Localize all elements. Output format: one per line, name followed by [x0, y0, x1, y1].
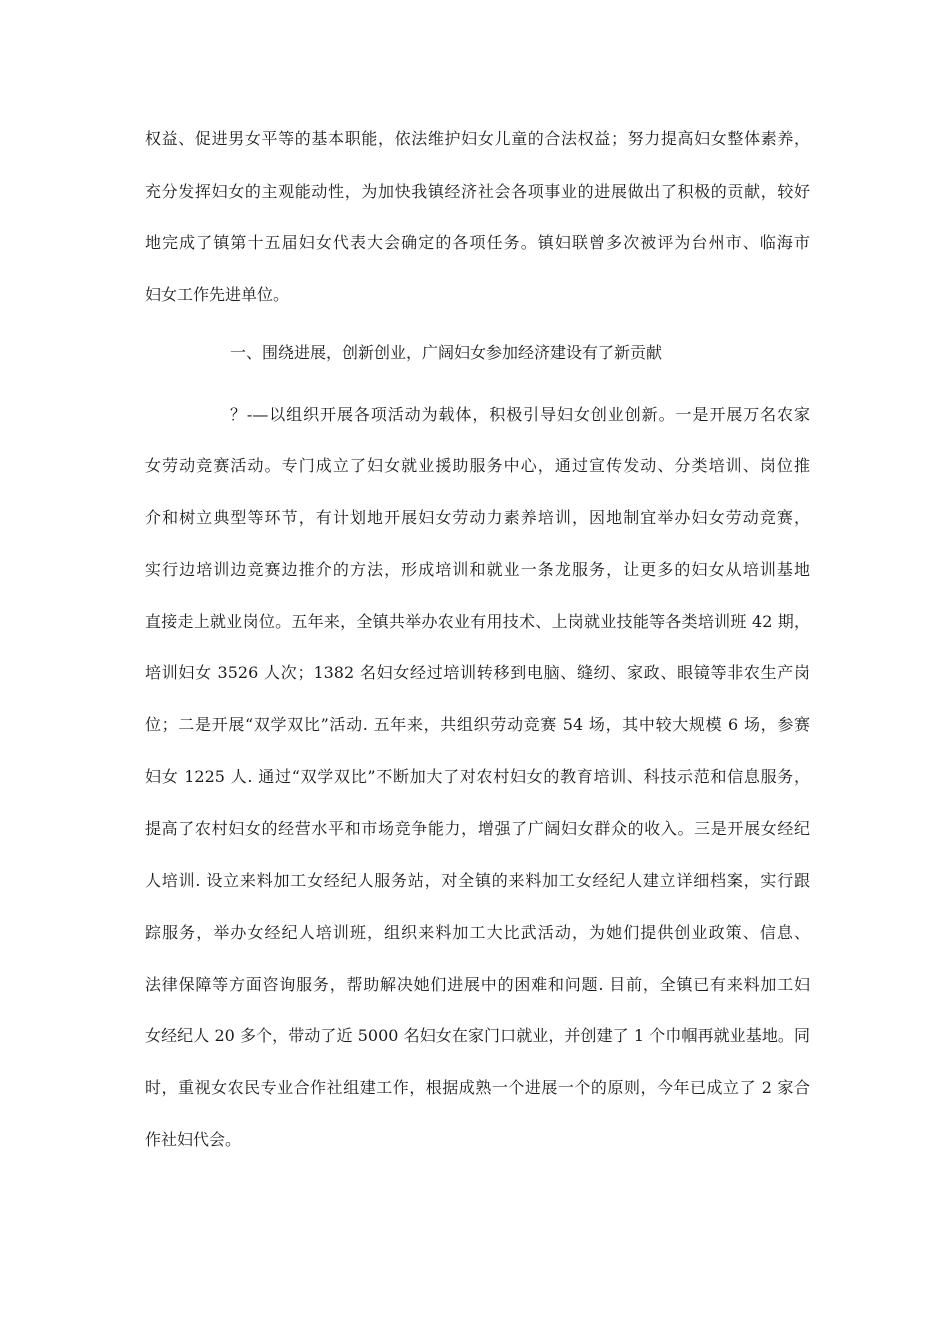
- paragraph-2-line-13: 女经纪人 20 多个，带动了近 5000 名妇女在家门口就业，并创建了 1 个巾帼再就业基地。同: [145, 1026, 810, 1045]
- paragraph-2-line-6: 培训妇女 3526 人次；1382 名妇女经过培训转移到电脑、缝纫、家政、眼镜等非农生产岗: [145, 663, 810, 682]
- paragraph-1-line-4: 妇女工作先进单位。: [145, 285, 290, 304]
- paragraph-2-line-5: 直接走上就业岗位。五年来，全镇共举办农业有用技术、上岗就业技能等各类培训班 42 期，: [145, 612, 810, 631]
- paragraph-1-line-2: 充分发挥妇女的主观能动性，为加快我镇经济社会各项事业的进展做出了积极的贡献，较好: [145, 182, 810, 201]
- paragraph-1-line-1: 权益、促进男女平等的基本职能，依法维护妇女儿童的合法权益；努力提高妇女整体素养，: [145, 129, 810, 148]
- paragraph-2-line-2: 女劳动竞赛活动。专门成立了妇女就业援助服务中心，通过宣传发动、分类培训、岗位推: [145, 456, 810, 475]
- paragraph-2-line-3: 介和树立典型等环节，有计划地开展妇女劳动力素养培训，因地制宜举办妇女劳动竞赛，: [145, 508, 810, 527]
- paragraph-2-line-10: 人培训. 设立来料加工女经纪人服务站，对全镇的来料加工女经纪人建立详细档案，实行跟: [145, 871, 810, 890]
- paragraph-2-line-11: 踪服务，举办女经纪人培训班，组织来料加工大比武活动，为她们提供创业政策、信息、: [145, 923, 810, 942]
- section-heading: 一、围绕进展，创新创业，广阔妇女参加经济建设有了新贡献: [230, 343, 663, 362]
- paragraph-2-line-14: 时，重视女农民专业合作社组建工作，根据成熟一个进展一个的原则，今年已成立了 2 家合: [145, 1078, 810, 1097]
- paragraph-2-line-1: ？-—以组织开展各项活动为载体，积极引导妇女创业创新。一是开展万名农家: [230, 405, 810, 424]
- paragraph-2-line-15: 作社妇代会。: [145, 1130, 242, 1149]
- paragraph-2-line-9: 提高了农村妇女的经营水平和市场竞争能力，增强了广阔妇女群众的收入。三是开展女经纪: [145, 819, 810, 838]
- paragraph-2-line-7: 位；二是开展“双学双比”活动. 五年来，共组织劳动竞赛 54 场，其中较大规模 6 场，参赛: [145, 715, 810, 734]
- paragraph-2-line-4: 实行边培训边竞赛边推介的方法，形成培训和就业一条龙服务，让更多的妇女从培训基地: [145, 560, 810, 579]
- paragraph-2-line-8: 妇女 1225 人. 通过“双学双比”不断加大了对农村妇女的教育培训、科技示范和信息服务，: [145, 767, 810, 786]
- paragraph-1-line-3: 地完成了镇第十五届妇女代表大会确定的各项任务。镇妇联曾多次被评为台州市、临海市: [145, 233, 810, 252]
- paragraph-2-line-12: 法律保障等方面咨询服务，帮助解决她们进展中的困难和问题. 目前，全镇已有来料加工妇: [145, 975, 810, 994]
